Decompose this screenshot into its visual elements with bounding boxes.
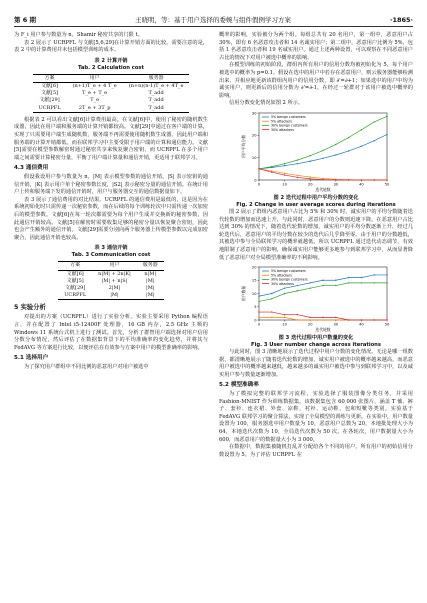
issue-label: 第 6 期 [14,16,37,24]
table-cell: n|M| [144,270,157,277]
data-point [386,134,387,135]
section-heading: 5.2 模型准确率 [219,382,259,389]
legend-entry: 5% benign customers [271,269,306,274]
table-cell: |M| [146,284,155,291]
data-point [374,179,375,180]
data-point [322,319,323,320]
data-point [310,160,311,161]
data-point [361,146,362,147]
data-point [297,314,298,315]
data-point [348,319,349,320]
data-point [271,311,272,312]
page-number: ·1865· [389,16,413,24]
data-point [271,293,272,294]
x-tick-label: 10 [282,182,287,187]
data-point [361,319,362,320]
data-point [361,277,362,278]
figure3-chart [241,264,391,332]
data-point [322,317,323,318]
paragraph: 对提出的方案（UCRPFL）进行了实验分析。实验主要采用 Python 编程语言，并在配置了 Intel i5-12400F 处理器，16 GB 内存，2.5 GHz 主频的 Windows 11 系统台式机上进行了测试。首先，分析了群智用户端选择对用户信用分数分布情况，然后评估了在数据集背景下的平均准确率的变化趋势，并将其与 FedAVG 等方案进行比较，以便评估在有效参与方案中用户的模型准确率的影响。 [14,314,208,351]
table-row [58,292,164,300]
table3-caption-en: Tab. 3 Communication cost [71,252,151,259]
data-point [258,296,259,297]
data-point [348,282,349,283]
left-column [14,32,208,371]
table-cell: 文献[29] [65,284,86,291]
paragraph: 根据表 2 可以看出文献[6]计算费用最高。在文献[6]中，使用了秘密的随机数生成器，因此在用户端和服务端的计算开销都较高。文献[29]中通过在客户端的计算，实现了只需要用户端生成随机数，服务端不再需要使用随机数生成器，因此用户端和服务端的计算开销都低。而在联邦学习中主要受限于用户端的计算和通信能力。文献[5]需要在模型参数解密时通过秘密共享来恢复聚合密钥，而 UCRPFL 在多个用户端之间需要计算秘密分量，平衡了用户端计算量和通信开销，更适用于联邦学习。 [14,116,208,161]
data-point [297,177,298,178]
figure3-caption-en: Fig. 3 User number change across iterations [251,342,381,349]
table2-caption [14,58,208,72]
paragraph: 为了模拟完整的联邦学习流程，实验选择了服装图像分类任务，并采用 Fashion-MNIST 作为训练数据集。该数据集包含 60 000 张图片，涵盖 T 恤、裤子、套衫、连衣裙、外套、凉鞋、衬衫、运动鞋、包和短靴等类别。实验基于 FedAVG 联邦学习的聚合算法，实现了全局模型的训练与更新。在实验中，用户数量设置为 100，服务器选中用户数量为 10，恶意用户总数为 20，本地批处理大小为 64，本地迭代次数为 10，全局迭代次数为 50 次。在各轮次，用户数据量大小为 600，而恶意用户的数据量大小为 3 000。 [219,391,413,443]
table-row [33,105,190,113]
y-tick-label: 20 [251,133,257,138]
x-tick-label: 50 [384,322,390,327]
data-point [335,317,336,318]
data-point [322,280,323,281]
y-tick-label: 0 [254,178,257,183]
data-point [297,290,298,291]
section-heading: 4.3 通信费用 [14,165,49,172]
table-header: 方案 [58,262,92,270]
data-point [361,282,362,283]
x-axis-label: 迭代轮数 [315,187,331,192]
x-tick-label: 20 [307,182,313,187]
data-point [284,174,285,175]
figure2-chart [241,110,391,192]
data-point [374,274,375,275]
paragraph: 在数据中，数据集被随机打乱并分配给各个不同的用户，所有用户的初始信用分数设置为 5。为了评估 UCRPFL 在 [219,444,413,458]
table-cell: T_add [148,90,164,97]
y-tick-label: 10 [251,155,257,160]
table-row [58,278,164,285]
table-cell: 文献[6] [41,82,59,89]
paragraph: 假设我设用户参与数量为 n，|M| 表示模型参数的通信开销，|S| 表示密钥的通信开销，|K| 表示用户单个秘密参数长度，|S2| 表示秘密分量的通信开销。在统计用户上传和服务端下发的通信开销时，用户与服务器交互的通信数据量如下。 [14,173,208,196]
paragraph: 信用分数变化情况如图 2 所示。 [229,100,304,107]
table-cell: |M| [146,277,155,284]
data-point [348,179,349,180]
table-cell: (n+n)(n-1)T_e + 4T_e [128,82,184,89]
x-axis-label: 迭代轮数 [315,327,331,333]
data-point [271,171,272,172]
x-tick-label: 0 [257,322,261,327]
y-axis-label: 用户平均分数 [241,135,246,158]
table-cell: 2T_e + 3T_p [78,104,111,111]
table-cell: 2|M| [108,284,121,291]
x-tick-label: 50 [384,182,390,187]
x-tick-label: 0 [257,182,261,187]
table-cell: 文献[6] [66,270,84,277]
data-point [374,282,375,283]
data-point [348,277,349,278]
data-point [322,150,323,151]
table-cell: (n+1)T_e + 4 T_e [72,82,117,89]
table-row [58,285,164,292]
data-point [258,301,259,302]
series-line [259,134,387,168]
legend-entry: 5% attackers [271,273,292,278]
legend-entry: 30% attackers [271,281,294,286]
table-cell: n|M| + 2n|K| [98,270,131,277]
table-cell: |M| + n|S| [101,277,128,284]
data-point [297,163,298,164]
data-point [310,317,311,318]
table-cell: 文献[5] [66,277,84,284]
data-point [297,285,298,286]
data-point [310,319,311,320]
data-point [386,116,387,117]
data-point [284,293,285,294]
data-point [258,168,259,169]
data-point [322,179,323,180]
section-heading: 5.1 选择用户 [14,355,49,362]
page-header [14,12,413,27]
data-point [374,319,375,320]
table-header: 用户 [92,262,137,270]
data-point [310,155,311,156]
data-point [310,176,311,177]
paragraph: 与此同时，图 3 清晰地展示了迭代过程中用户分数的变化情况。无论是哪一组数据，都清晰地展示了随着迭代轮数的增加，诚实用户被选中的概率越来越高，而恶意用户被选中的概率越来越低，越来越多的诚实用户被选中参与到联邦学习中，以及诚实用户参与数量逐渐增加。 [219,349,413,378]
data-point [386,179,387,180]
paragraph: 为 F_i 用户参与数量为 n，Shamir 秘密共享的门限 t。 [14,32,143,38]
data-point [284,163,285,164]
figure3-caption-cn: 图 3 迭代过程中用户数量的变化 [278,335,354,342]
data-point [335,280,336,281]
y-axis-label: 用户数量 [241,286,246,302]
y-tick-label: 10 [251,291,257,296]
data-point [361,129,362,130]
table-header: 用户 [67,74,123,82]
x-tick-label: 20 [307,322,313,327]
data-point [386,282,387,283]
table3 [58,261,164,300]
data-point [374,140,375,141]
legend-entry: 5% benign customers [271,115,306,120]
section-heading: 5 实验分析 [14,304,46,312]
data-point [374,121,375,122]
y-tick-label: 15 [251,278,257,283]
data-point [297,319,298,320]
table-header: 服务器 [137,262,164,270]
data-point [322,158,323,159]
right-column [219,32,413,459]
data-point [310,282,311,283]
y-tick-label: 30 [251,111,257,116]
x-tick-label: 40 [359,322,364,327]
data-point [335,285,336,286]
figure2-caption-cn: 图 2 迭代过程中用户平均分数的变化 [273,194,359,201]
figure3-caption [219,335,413,349]
legend-entry: 5% attackers [271,119,292,124]
paragraph: 表 3 展示了通信费用的对比结果。UCRPFL 的通信费用是最低的，这是因为在系统初始化时只需传递一次秘密参数，而在后续的每个训练轮次中只需传递一次加密后的模型参数。文献[6]在每一轮次都需要为每个用户生成并交换新的秘密参数，因此通信开销较高。文献[5]在解密时需要收集足够的秘密分量以恢复聚合密钥，因此也会产生额外的通信开销。文献[29]需要分别向两个服务器上传模型参数以完成加密聚合，因此通信开销也较高。 [14,196,208,241]
y-tick-label: 20 [251,265,257,270]
data-point [284,173,285,174]
paragraph: 表 2 展示了 UCRPFL 与文献[5,6,29]在计算开销方面的比较。需要注意的是，表 2 中的计算费用并未包括模型训练的成本。 [14,39,208,54]
table-header: 方案 [33,74,67,82]
paragraph: 在模型训练的初始阶段，群组内所有用户的信用分数均被初始化为 5，每个用户被选中的概率为 p=0.1。假设在选中的用户中若存在恶意用户，则云服务器能够检测出来，并相应地更新该群组内用户的信用分数，即 ∂'=∂+1；如果选中的用户中均为诚实用户，则更新后的信用分数为 ∂'=∂-1。在经过一轮群对于该用户被选中概率的影响。 [219,62,413,99]
data-point [361,179,362,180]
table-row [58,270,164,278]
table-cell: T_e [90,97,100,104]
data-point [297,159,298,160]
table2-caption-en: Tab. 2 Calculation cost [78,64,144,71]
data-point [271,166,272,167]
data-point [386,319,387,320]
data-point [335,179,336,180]
table-cell: T_add [148,97,164,104]
table-cell: UCRPFL [38,104,61,111]
data-point [284,288,285,289]
table2 [33,74,190,113]
data-point [284,317,285,318]
x-tick-label: 30 [333,322,339,327]
table2-caption-cn: 表 2 计算开销 [94,57,128,64]
legend-entry: 30% benign customers [271,277,308,282]
series-line [259,312,387,320]
table-cell: 文献[29] [39,97,60,104]
data-point [335,154,336,155]
data-point [284,314,285,315]
data-point [271,317,272,318]
table-row [33,97,190,104]
table-cell: T_add [148,104,164,111]
y-tick-label: 0 [254,318,257,323]
data-point [258,317,259,318]
data-point [348,137,349,138]
data-point [335,319,336,320]
table3-caption-cn: 表 3 通信开销 [94,245,128,252]
x-tick-label: 40 [359,182,364,187]
table-cell: |M| [110,292,119,299]
data-point [284,165,285,166]
legend-entry: 30% attackers [271,127,294,132]
data-point [335,144,336,145]
paragraph: 为了探究用户群组中不同比例的恶意用户对用户被选中 [24,363,149,370]
x-tick-label: 10 [282,322,287,327]
table-cell: 文献[5] [41,90,59,97]
table3-caption [14,245,208,259]
data-point [258,311,259,312]
y-tick-label: 5 [254,305,257,310]
table-cell: |M| [146,292,155,299]
legend-entry: 30% benign customers [271,123,308,128]
figure2-caption-en: Fig. 2 Change in user average scores during iterations [236,201,396,208]
data-point [386,274,387,275]
data-point [310,178,311,179]
data-point [297,175,298,176]
data-point [310,288,311,289]
paragraph: 概率的影响，实验被分为两个组。每组总共有 20 名用户，第一组中，恶意用户占 30%，即有 6 名恶意攻击者和 14 名诚实用户；第二组中，恶意用户比例为 5%，包括 1 名恶意攻击者和 19 名诚实用户。通过上述两种设置，可以观察在不同恶意用户占比的情况下对用户被选中概率的影响。 [219,32,413,61]
data-point [348,150,349,151]
running-title: 王晓明，等：基于用户选择的委婉与组件假例学习方案 [135,16,292,24]
table-cell: UCRPFL [64,292,87,299]
figure2-caption [219,195,413,209]
table-cell: T_e + T_e [82,90,108,97]
data-point [322,285,323,286]
data-point [271,298,272,299]
paragraph: 图 2 展示了群组内恶意用户占比为 5% 和 30% 时，诚实用户的平均分数随着迭代轮数的增加而迅速上升，与此同时，恶意用户的分数则迅速下降。在恶意用户占比达到 30% 的情况下，随着迭代轮数的增加，诚实用户的平均分数逐渐上升，经过几轮迭代后，恶意用户的平均分数在较少的迭代后几乎降至零。由于用户的分数越低，其被选中参与全局联邦学习的概率就越低，所以 UCRPFL 通过迭代动态调节，有效地限制了恶意用户的影响，确保诚实用户能够更多地参与到联邦学习中，从而显著降低了恶意用户对全局模型准确率的不利影响。 [219,208,413,261]
x-tick-label: 30 [333,182,339,187]
table-header: 服务器 [123,74,190,82]
